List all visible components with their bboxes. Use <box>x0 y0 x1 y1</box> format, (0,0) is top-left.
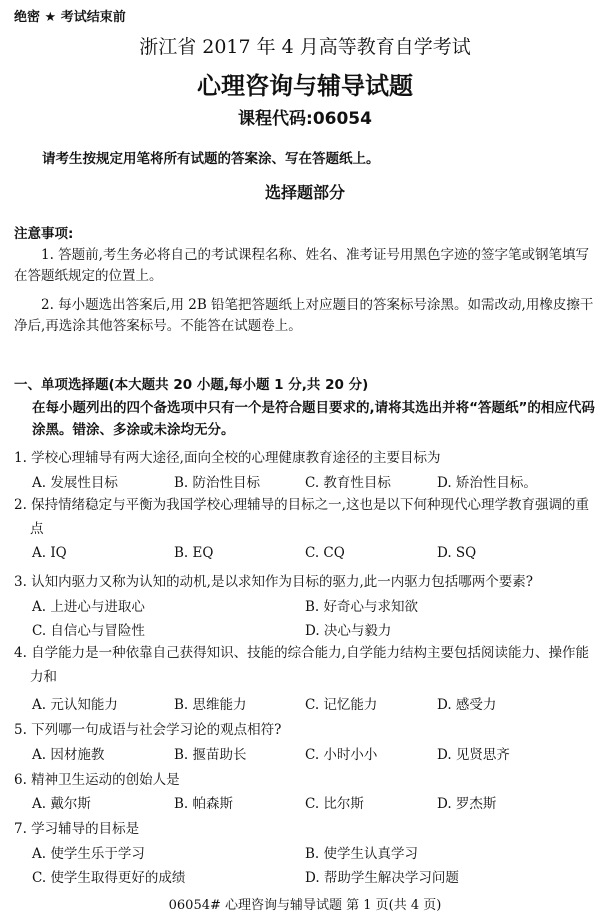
question-4-option-c: C. 记忆能力 <box>305 697 378 713</box>
question-7-option-b: B. 使学生认真学习 <box>305 846 419 862</box>
question-6-option-c: C. 比尔斯 <box>305 796 364 812</box>
secret-mark: 绝密 ★ 考试结束前 <box>14 10 126 25</box>
question-1-option-a: A. 发展性目标 <box>32 475 118 491</box>
question-7-stem: 7. 学习辅导的目标是 <box>14 821 140 837</box>
question-7-option-a: A. 使学生乐于学习 <box>32 846 145 862</box>
question-5-option-b: B. 揠苗助长 <box>174 747 247 763</box>
question-6-option-a: A. 戴尔斯 <box>32 796 91 812</box>
question-3-stem: 3. 认知内驱力又称为认知的动机,是以求知作为目标的驱力,此一内驱力包括哪两个要素? <box>14 574 533 590</box>
notice-item-1: 1. 答题前,考生务必将自己的考试课程名称、姓名、准考证号用黑色字迹的签字笔或钢笔填写在答题纸规定的位置上。 <box>14 247 589 284</box>
question-6-option-b: B. 帕森斯 <box>174 796 234 812</box>
answer-instruction: 请考生按规定用笔将所有试题的答案涂、写在答题纸上。 <box>42 151 380 167</box>
question-5-option-d: D. 见贤思齐 <box>437 747 510 763</box>
question-5-option-a: A. 因材施教 <box>32 747 105 763</box>
notice-item-2: 2. 每小题选出答案后,用 2B 铅笔把答题纸上对应题目的答案标号涂黑。如需改动,用橡皮擦干净后,再选涂其他答案标号。不能答在试题卷上。 <box>14 297 594 334</box>
course-code: 课程代码:06054 <box>238 109 372 129</box>
question-4-option-a: A. 元认知能力 <box>32 697 118 713</box>
question-1-option-b: B. 防治性目标 <box>174 475 261 491</box>
question-4-option-b: B. 思维能力 <box>174 697 247 713</box>
question-7-option-d: D. 帮助学生解决学习问题 <box>305 870 459 886</box>
question-1-stem: 1. 学校心理辅导有两大途径,面向全校的心理健康教育途径的主要目标为 <box>14 450 441 466</box>
question-3-option-b: B. 好奇心与求知欲 <box>305 599 419 615</box>
question-2-option-a: A. IQ <box>32 545 67 561</box>
question-3-option-c: C. 自信心与冒险性 <box>32 623 145 639</box>
question-6-stem: 6. 精神卫生运动的创始人是 <box>14 772 180 788</box>
question-4-stem: 4. 自学能力是一种依靠自己获得知识、技能的综合能力,自学能力结构主要包括阅读能力、操作能力和 <box>14 645 589 685</box>
question-2-stem: 2. 保持情绪稳定与平衡为我国学校心理辅导的目标之一,这也是以下何种现代心理学教育强调的重点 <box>14 497 589 537</box>
question-3-option-a: A. 上进心与进取心 <box>32 599 145 615</box>
question-6-option-d: D. 罗杰斯 <box>437 796 497 812</box>
part-one-heading: 一、单项选择题(本大题共 20 小题,每小题 1 分,共 20 分) <box>14 377 369 393</box>
question-5-option-c: C. 小时小小 <box>305 747 378 763</box>
question-2-option-d: D. SQ <box>437 545 477 561</box>
question-5-stem: 5. 下列哪一句成语与社会学习论的观点相符? <box>14 722 282 738</box>
question-1-option-c: C. 教育性目标 <box>305 475 391 491</box>
question-2-option-c: C. CQ <box>305 545 345 561</box>
page-footer: 06054# 心理咨询与辅导试题 第 1 页(共 4 页) <box>168 898 442 913</box>
question-1-option-d: D. 矫治性目标。 <box>437 475 537 491</box>
question-7-option-c: C. 使学生取得更好的成绩 <box>32 870 186 886</box>
subject-title: 心理咨询与辅导试题 <box>197 72 413 100</box>
notice-heading: 注意事项: <box>14 226 74 242</box>
question-4-option-d: D. 感受力 <box>437 697 497 713</box>
question-2-option-b: B. EQ <box>174 545 214 561</box>
exam-title: 浙江省 2017 年 4 月高等教育自学考试 <box>139 36 471 58</box>
part-one-description: 在每小题列出的四个备选项中只有一个是符合题目要求的,请将其选出并将“答题纸”的相应代码涂黑。错涂、多涂或未涂均无分。 <box>32 400 595 438</box>
section-title: 选择题部分 <box>264 183 345 202</box>
question-3-option-d: D. 决心与毅力 <box>305 623 392 639</box>
